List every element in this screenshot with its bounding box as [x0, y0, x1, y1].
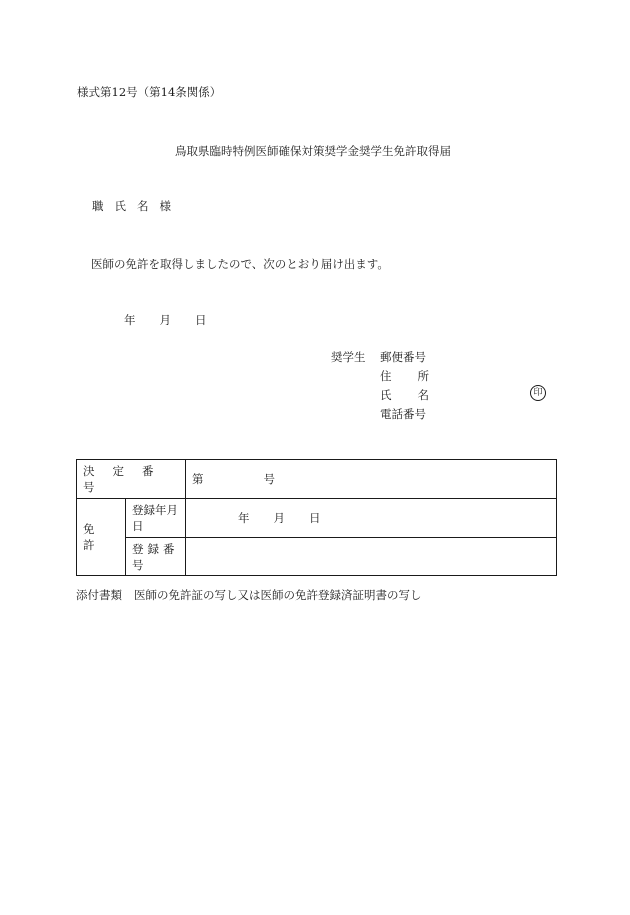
registration-date-label: 登録年月日: [126, 499, 186, 538]
addressee: 職氏名様: [92, 199, 182, 213]
table-row: [77, 460, 557, 499]
decision-number-label: 決定番号: [77, 460, 186, 499]
registration-number-label: 登録番号: [126, 538, 186, 576]
license-info-table: [76, 459, 557, 576]
date-year-label: 年: [124, 313, 136, 327]
submission-date: [124, 312, 207, 328]
registration-number-value: [186, 538, 557, 576]
form-number: 様式第12号（第14条関係）: [77, 85, 222, 99]
date-month-label: 月: [159, 313, 171, 327]
address-label: 住所: [380, 369, 455, 383]
document-title: 鳥取県臨時特例医師確保対策奨学金奨学生免許取得届: [175, 144, 451, 158]
date-day-label: 日: [195, 313, 207, 327]
attachment-note: [76, 587, 422, 603]
registration-month-label: 月: [273, 511, 285, 525]
registration-date-value: [186, 499, 557, 538]
seal-mark: 印: [530, 385, 546, 401]
name-label: 氏名: [380, 388, 455, 402]
decision-number-value: [186, 460, 557, 499]
postal-code-label: 郵便番号: [380, 350, 426, 364]
body-text: 医師の免許を取得しましたので、次のとおり届け出ます。: [91, 257, 389, 271]
applicant-label: 奨学生: [331, 350, 366, 364]
attachment-label: 添付書類: [76, 588, 122, 602]
attachment-text: 医師の免許証の写し又は医師の免許登録済証明書の写し: [134, 588, 422, 602]
license-label: 免許: [77, 499, 126, 576]
registration-day-label: 日: [309, 511, 321, 525]
table-row: [77, 499, 557, 538]
registration-year-label: 年: [238, 511, 250, 525]
phone-label: 電話番号: [380, 407, 426, 421]
decision-number-suffix: 号: [263, 472, 275, 486]
decision-number-prefix: 第: [192, 472, 204, 486]
table-row: [77, 538, 557, 576]
